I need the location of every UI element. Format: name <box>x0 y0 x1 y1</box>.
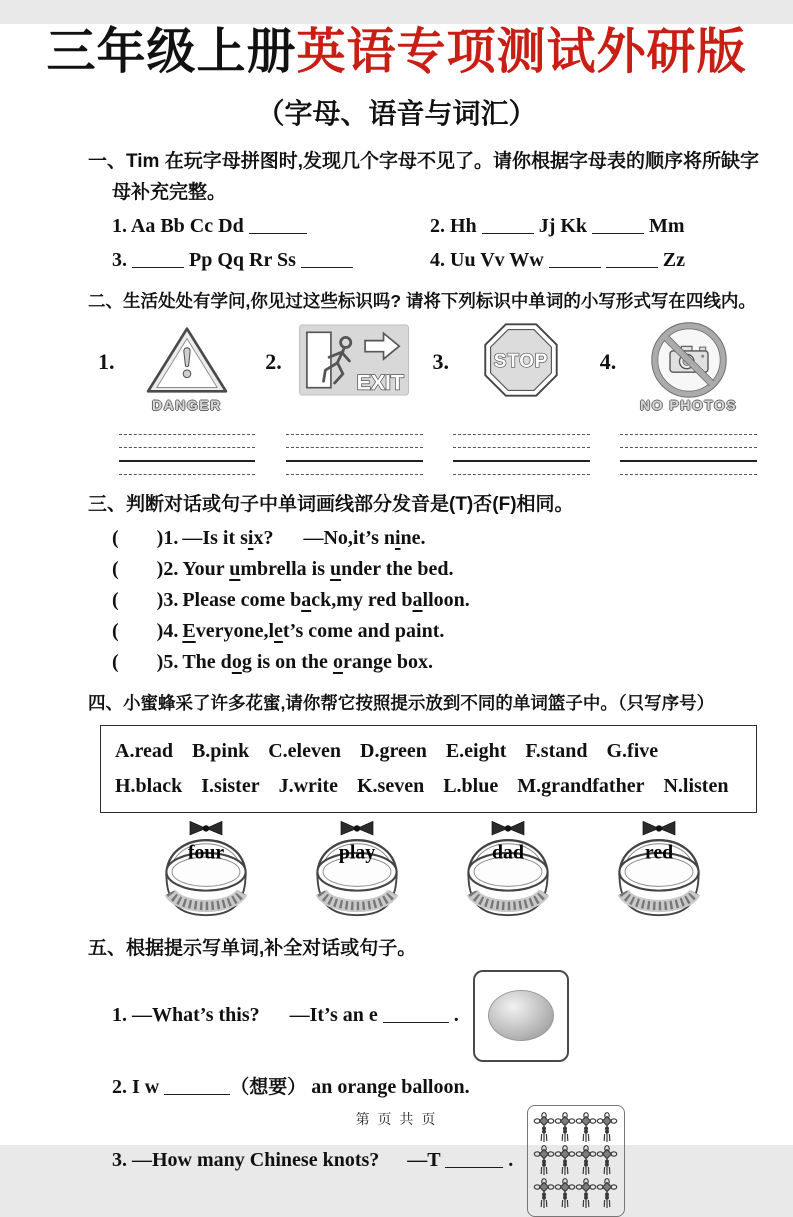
sign-caption-no-photos: NO PHOTOS <box>639 396 738 413</box>
underlined-letter: a <box>301 589 312 612</box>
text-run: 4. Uu Vv Ww <box>430 249 549 272</box>
exit-label: EXIT <box>356 371 404 395</box>
bow-icon <box>190 822 222 836</box>
no-photos-icon <box>651 322 727 398</box>
exit-sign-icon <box>298 324 410 396</box>
text-run: Jj Kk <box>533 215 593 238</box>
text-run: lloon. <box>422 589 470 612</box>
sign-danger <box>98 323 265 475</box>
basket-label: play <box>338 841 376 864</box>
section-3-phonics <box>88 491 767 675</box>
no-photos-icon-wrap <box>651 323 727 397</box>
sign-no-photos <box>600 323 767 475</box>
bow-icon <box>492 822 524 836</box>
basket-label: four <box>187 841 225 864</box>
exit-icon-wrap <box>298 323 410 397</box>
word-option: K.seven <box>357 775 425 798</box>
underlined-letter: o <box>231 651 242 674</box>
worksheet-content <box>0 148 793 1217</box>
section3-heading: 三、判断对话或句子中单词画线部分发音是(T)否(F)相同。 <box>88 493 574 515</box>
underlined-letter: i <box>394 527 401 550</box>
answer-paren: ( <box>112 558 119 581</box>
word-bank-row-1 <box>115 734 742 769</box>
word-option: D.green <box>360 740 427 763</box>
phonics-item-2 <box>88 558 767 581</box>
sentence <box>182 558 453 580</box>
basket-label: dad <box>492 841 524 864</box>
letter-item-4 <box>430 249 767 272</box>
sentence <box>112 1004 459 1027</box>
answer-paren: ) <box>156 589 164 612</box>
page-subtitle: （字母、语音与词汇） <box>256 98 537 130</box>
basket-play <box>291 817 423 919</box>
text-run: 2. I w <box>112 1075 165 1098</box>
blank-line <box>549 254 601 268</box>
section-4-word-baskets <box>88 690 767 919</box>
word-option: M.grandfather <box>517 775 645 798</box>
stop-label: STOP <box>494 350 549 372</box>
sentence <box>182 527 425 549</box>
section2-heading: 二、生活处处有学问,你见过这些标识吗? 请将下列标识中单词的小写形式写在四线内。 <box>88 291 756 312</box>
item-number: 3. <box>163 589 179 612</box>
sentence <box>112 1149 513 1172</box>
writing-lines <box>620 422 757 475</box>
item-number: 5. <box>163 651 179 674</box>
basket-label: red <box>644 841 674 864</box>
answer-paren: ) <box>156 620 164 643</box>
sentence <box>182 620 444 642</box>
letter-item-3 <box>112 249 430 272</box>
underlined-letter: i <box>247 527 254 550</box>
bow-icon <box>643 822 675 836</box>
word-option: I.sister <box>201 775 260 798</box>
text-run: Mm <box>644 215 685 238</box>
answer-paren: ( <box>112 651 119 674</box>
text-run: —T <box>407 1149 446 1172</box>
item-number: 2. <box>163 558 179 581</box>
title-subject: 英语专项测试外研版 <box>296 25 747 79</box>
word-option: H.black <box>115 775 183 798</box>
section-2-signs <box>88 288 767 474</box>
sign-stop <box>433 323 600 475</box>
underlined-letter: o <box>332 651 343 674</box>
sign-number: 4. <box>599 348 617 374</box>
answer-paren: ) <box>156 527 164 550</box>
item-number: 4. <box>163 620 179 643</box>
text-run: Zz <box>657 249 685 272</box>
baskets-row <box>88 817 767 919</box>
word-option: G.five <box>606 740 659 763</box>
sign-stop-main <box>453 323 600 475</box>
word-option: C.eleven <box>268 740 341 763</box>
egg-picture <box>473 970 569 1062</box>
sign-no-photos-main <box>620 323 767 475</box>
stop-sign-icon <box>483 322 559 398</box>
underlined-letter: E <box>182 620 196 643</box>
blank-line <box>592 220 644 234</box>
answer-paren: ( <box>112 589 119 612</box>
basket-red <box>593 817 725 919</box>
page-footer: 第 页 共 页 <box>355 1111 438 1127</box>
text-run: g is on the <box>241 651 333 674</box>
word-option: N.listen <box>663 775 729 798</box>
phonics-item-3 <box>88 589 767 612</box>
letter-items <box>88 215 767 272</box>
text-run: Please come b <box>182 589 302 612</box>
stop-icon-wrap <box>483 323 559 397</box>
sentence <box>112 1072 470 1099</box>
text-run: t’s come and paint. <box>282 620 445 643</box>
complete-item-2 <box>88 1072 767 1099</box>
blank-line <box>301 254 353 268</box>
sentence <box>182 651 433 673</box>
text-run: 1. —What’s this? <box>112 1004 260 1027</box>
sign-exit-main <box>286 323 433 475</box>
blank-line <box>164 1081 230 1095</box>
blank-line <box>383 1009 449 1023</box>
blank-line <box>445 1154 503 1168</box>
blank-line <box>132 254 184 268</box>
text-run: 3. <box>112 249 132 272</box>
text-run: Your <box>182 558 230 581</box>
text-run: Pp Qq Rr Ss <box>184 249 301 272</box>
phonics-item-4 <box>88 620 767 643</box>
word-bank <box>100 725 757 813</box>
text-run: veryone,l <box>195 620 274 643</box>
section1-heading-line2: 母补充完整。 <box>112 181 227 203</box>
sign-number: 3. <box>432 348 449 374</box>
text-run: 1. Aa Bb Cc Dd <box>112 215 249 238</box>
word-option: L.blue <box>443 775 499 798</box>
word-option: E.eight <box>445 740 507 763</box>
section5-heading: 五、根据提示写单词,补全对话或句子。 <box>88 938 417 960</box>
text-run: —It’s an e <box>289 1004 383 1027</box>
page-title <box>8 24 785 80</box>
egg-icon <box>488 990 554 1041</box>
section1-heading: 一、Tim 在玩字母拼图时,发现几个字母不见了。请你根据字母表的顺序将所缺字 <box>88 151 759 173</box>
word-option: F.stand <box>525 740 588 763</box>
underlined-letter: u <box>229 558 241 581</box>
blank-line <box>249 220 307 234</box>
phonics-item-1 <box>88 527 767 550</box>
sentence <box>182 589 469 611</box>
sign-number: 1. <box>98 348 115 374</box>
blank-line <box>606 254 658 268</box>
word-option: A.read <box>115 740 173 763</box>
sign-danger-main <box>119 323 266 475</box>
text-run: ck,my red b <box>311 589 413 612</box>
item-number: 1. <box>163 527 179 550</box>
text-run: （想要） <box>230 1076 307 1098</box>
sign-exit <box>265 323 432 475</box>
word-option: B.pink <box>191 740 250 763</box>
text-run: range box. <box>342 651 433 674</box>
letter-item-1 <box>112 215 430 238</box>
answer-paren: ( <box>112 527 119 550</box>
writing-lines <box>286 422 423 475</box>
text-run: nder the bed. <box>341 558 454 581</box>
underlined-letter: e <box>274 620 283 643</box>
signs-row <box>88 323 767 475</box>
writing-lines <box>453 422 590 475</box>
text-run: The d <box>182 651 232 674</box>
complete-item-1 <box>88 970 767 1062</box>
underlined-letter: a <box>412 589 423 612</box>
section-5-complete-words <box>88 935 767 1217</box>
text-run: . <box>503 1149 514 1172</box>
bow-icon <box>341 822 373 836</box>
section-1-missing-letters <box>88 148 767 272</box>
text-run: —No,it’s n <box>303 527 395 550</box>
answer-paren: ) <box>156 558 164 581</box>
text-run: mbrella is <box>240 558 330 581</box>
text-run: 3. —How many Chinese knots? <box>112 1149 380 1172</box>
sign-number: 2. <box>265 348 282 374</box>
text-run: 2. Hh <box>430 215 482 238</box>
text-run: —Is it s <box>182 527 248 550</box>
worksheet-page <box>0 24 793 1172</box>
basket-dad <box>442 817 574 919</box>
letter-item-2 <box>430 215 767 238</box>
text-run: ne. <box>400 527 426 550</box>
underlined-letter: u <box>329 558 342 581</box>
answer-paren: ( <box>112 620 119 643</box>
blank-line <box>482 220 534 234</box>
basket-four <box>140 817 272 919</box>
writing-lines <box>119 422 256 475</box>
answer-paren: ) <box>156 651 164 674</box>
text-run: an orange balloon. <box>306 1075 470 1098</box>
danger-icon-wrap <box>145 323 229 397</box>
text-run: . <box>448 1004 459 1027</box>
word-bank-row-2 <box>115 769 742 804</box>
section4-heading: 四、小蜜蜂采了许多花蜜,请你帮它按照提示放到不同的单词篮子中。（只写序号） <box>88 693 715 714</box>
title-grade: 三年级上册 <box>46 25 297 79</box>
phonics-item-5 <box>88 651 767 674</box>
sign-caption-danger: DANGER <box>152 396 222 413</box>
danger-triangle-icon <box>145 324 229 396</box>
text-run: x? <box>253 527 274 550</box>
word-option: J.write <box>278 775 338 798</box>
